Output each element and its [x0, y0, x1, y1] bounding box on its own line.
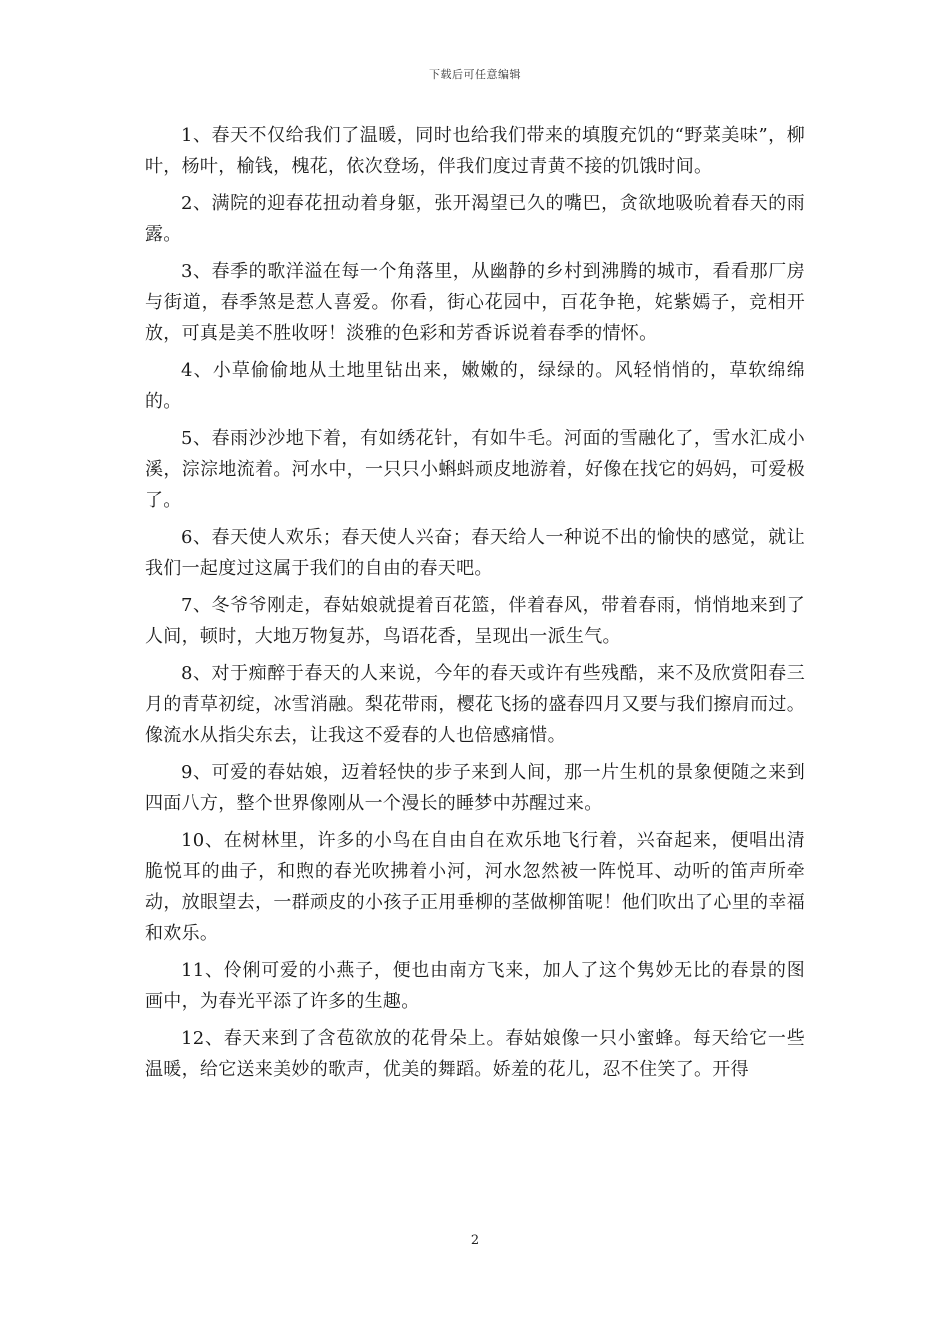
paragraph-4: 4、小草偷偷地从土地里钻出来，嫩嫩的，绿绿的。风轻悄悄的，草软绵绵的。 — [145, 360, 805, 412]
paragraph-11: 11、伶俐可爱的小燕子，便也由南方飞来，加人了这个隽妙无比的春景的图画中，为春光平添了许多的生趣。 — [145, 960, 805, 1012]
paragraph-3: 3、春季的歌洋溢在每一个角落里，从幽静的乡村到沸腾的城市，看看那厂房与街道，春季煞是惹人喜爱。你看，街心花园中，百花争艳，姹紫嫣子，竞相开放，可真是美不胜收呀！淡雅的色彩和芳香诉说着春季的情怀。 — [145, 261, 805, 344]
paragraph-6: 6、春天使人欢乐；春天使人兴奋；春天给人一种说不出的愉快的感觉，就让我们一起度过这属于我们的自由的春天吧。 — [145, 527, 805, 579]
paragraph-7: 7、冬爷爷刚走，春姑娘就提着百花篮，伴着春风，带着春雨，悄悄地来到了人间，顿时，大地万物复苏，鸟语花香，呈现出一派生气。 — [145, 595, 805, 647]
paragraph-9: 9、可爱的春姑娘，迈着轻快的步子来到人间，那一片生机的景象便随之来到四面八方，整个世界像刚从一个漫长的睡梦中苏醒过来。 — [145, 762, 805, 814]
page-number: 2 — [470, 1233, 480, 1248]
paragraph-12: 12、春天来到了含苞欲放的花骨朵上。春姑娘像一只小蜜蜂。每天给它一些温暖，给它送来美妙的歌声，优美的舞蹈。娇羞的花儿，忍不住笑了。开得 — [145, 1028, 805, 1080]
paragraph-1: 1、春天不仅给我们了温暖，同时也给我们带来的填腹充饥的“野菜美味”，柳叶，杨叶，榆钱，槐花，依次登场，伴我们度过青黄不接的饥饿时间。 — [145, 125, 805, 177]
paragraph-2: 2、满院的迎春花扭动着身躯，张开渴望已久的嘴巴，贪欲地吸吮着春天的雨露。 — [145, 193, 805, 245]
paragraph-10: 10、在树林里，许多的小鸟在自由自在欢乐地飞行着，兴奋起来，便唱出清脆悦耳的曲子，和煦的春光吹拂着小河，河水忽然被一阵悦耳、动听的笛声所牵动，放眼望去，一群顽皮的小孩子正用垂柳的茎做柳笛呢！他们吹出了心里的幸福和欢乐。 — [145, 830, 805, 944]
paragraph-5: 5、春雨沙沙地下着，有如绣花针，有如牛毛。河面的雪融化了，雪水汇成小溪，淙淙地流着。河水中，一只只小蝌蚪顽皮地游着，好像在找它的妈妈，可爱极了。 — [145, 428, 805, 511]
document-body — [145, 120, 805, 1091]
page-header: 下载后可任意编辑 — [429, 68, 521, 81]
paragraph-8: 8、对于痴醉于春天的人来说，今年的春天或许有些残酷，来不及欣赏阳春三月的青草初绽，冰雪消融。梨花带雨，樱花飞扬的盛春四月又要与我们擦肩而过。像流水从指尖东去，让我这不爱春的人也倍感痛惜。 — [145, 663, 805, 746]
